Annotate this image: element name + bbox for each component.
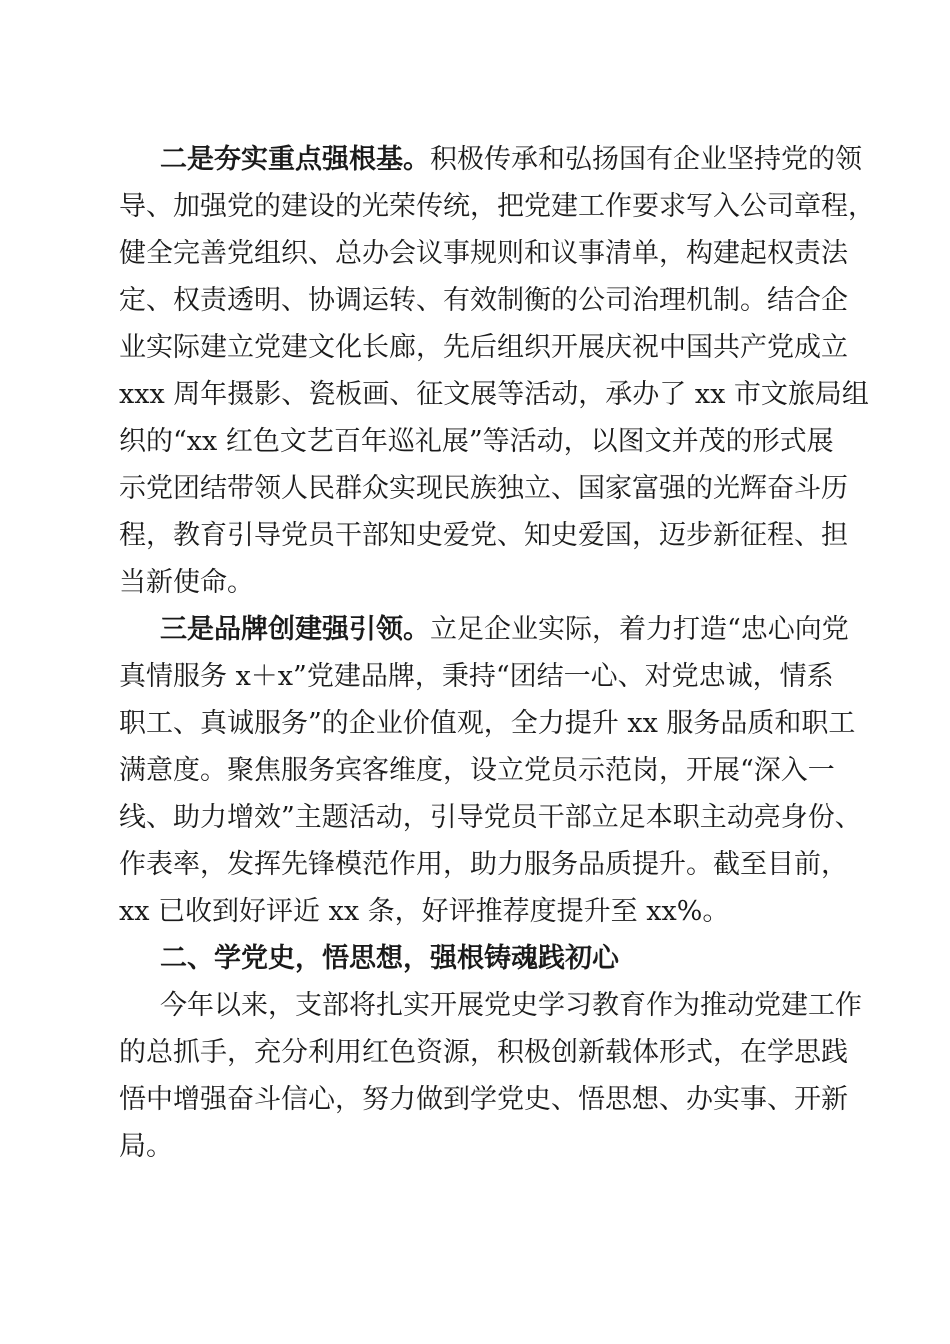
paragraph-2-line-6: 作表率，发挥先锋模范作用，助力服务品质提升。截至目前， [119, 849, 848, 880]
paragraph-1-line-6: xxx 周年摄影、瓷板画、征文展等活动，承办了 xx 市文旅局组 [119, 379, 869, 410]
paragraph-2-line-1 [160, 612, 849, 648]
paragraph-2-text: 立足企业实际，着力打造“忠心向党 [430, 614, 849, 645]
paragraph-1-line-9: 程，教育引导党员干部知史爱党、知史爱国，迈步新征程、担 [119, 520, 848, 551]
paragraph-3-line-1: 今年以来，支部将扎实开展党史学习教育作为推动党建工作 [160, 990, 862, 1021]
paragraph-2-lead: 三是品牌创建强引领。 [160, 614, 430, 645]
paragraph-3-line-2: 的总抓手，充分利用红色资源，积极创新载体形式，在学思践 [119, 1037, 848, 1068]
paragraph-1-line-1 [160, 142, 862, 178]
paragraph-1-lead: 二是夯实重点强根基。 [160, 144, 430, 175]
section-heading: 二、学党史，悟思想，强根铸魂践初心 [160, 943, 619, 974]
paragraph-2-line-2: 真情服务 x＋x”党建品牌，秉持“团结一心、对党忠诚，情系 [119, 661, 834, 692]
paragraph-1-text: 积极传承和弘扬国有企业坚持党的领 [430, 144, 862, 175]
paragraph-1-line-8: 示党团结带领人民群众实现民族独立、国家富强的光辉奋斗历 [119, 473, 848, 504]
paragraph-2-line-4: 满意度。聚焦服务宾客维度，设立党员示范岗，开展“深入一 [119, 755, 835, 786]
paragraph-1-line-3: 健全完善党组织、总办会议事规则和议事清单，构建起权责法 [119, 238, 848, 269]
paragraph-1-line-10: 当新使命。 [119, 567, 254, 598]
paragraph-2-line-5: 线、助力增效”主题活动，引导党员干部立足本职主动亮身份、 [119, 802, 862, 833]
paragraph-1-line-2: 导、加强党的建设的光荣传统，把党建工作要求写入公司章程， [119, 191, 875, 222]
paragraph-2-line-3: 职工、真诚服务”的企业价值观，全力提升 xx 服务品质和职工 [119, 708, 856, 739]
paragraph-1-line-4: 定、权责透明、协调运转、有效制衡的公司治理机制。结合企 [119, 285, 848, 316]
paragraph-1-line-5: 业实际建立党建文化长廊，先后组织开展庆祝中国共产党成立 [119, 332, 848, 363]
paragraph-3-line-4: 局。 [119, 1131, 173, 1162]
paragraph-2-line-7: xx 已收到好评近 xx 条，好评推荐度提升至 xx%。 [119, 896, 730, 927]
paragraph-1-line-7: 织的“xx 红色文艺百年巡礼展”等活动，以图文并茂的形式展 [119, 426, 834, 457]
paragraph-3-line-3: 悟中增强奋斗信心，努力做到学党史、悟思想、办实事、开新 [119, 1084, 848, 1115]
